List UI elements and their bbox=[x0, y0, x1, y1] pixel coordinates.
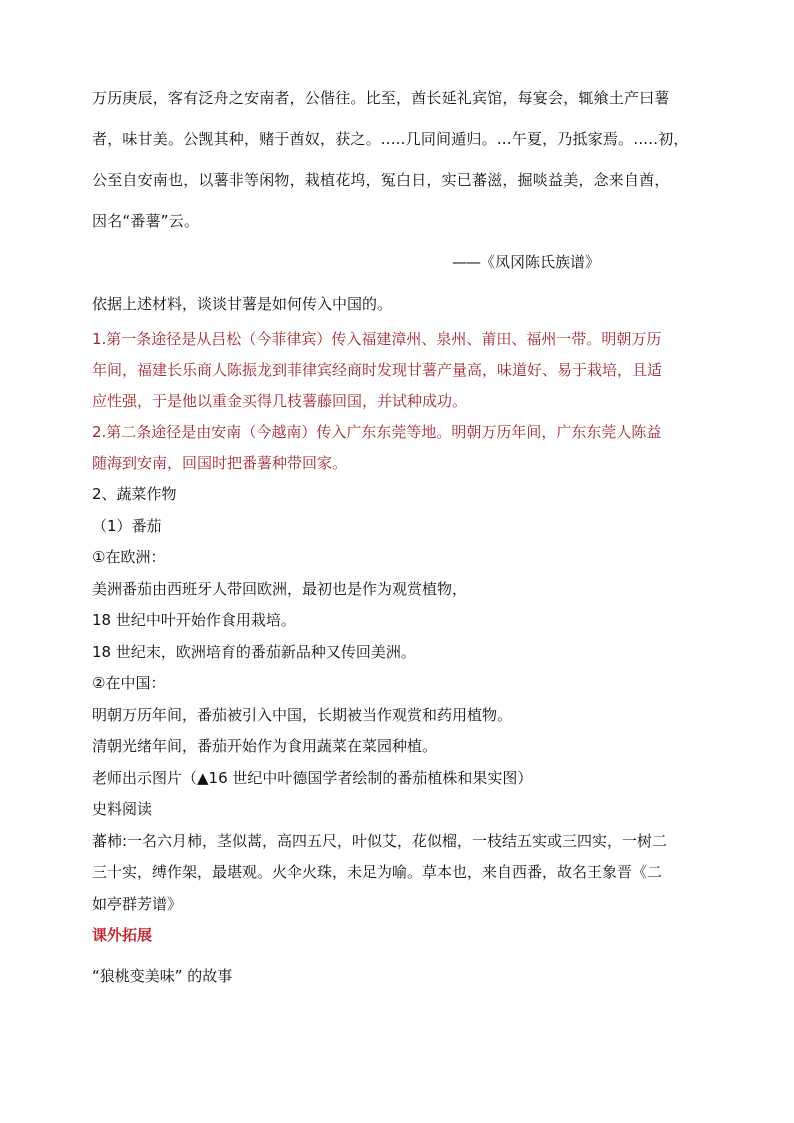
source-title: 《凤冈陈氏族谱》 bbox=[480, 253, 601, 271]
extension-heading: 课外拓展 bbox=[92, 926, 153, 944]
section-title: 2、蔬菜作物 bbox=[92, 485, 177, 503]
answer-line: 随海到安南，回国时把番薯种带回家。 bbox=[92, 454, 348, 472]
answer-line: 应性强，于是他以重金买得几枝薯藤回国，并试种成功。 bbox=[92, 392, 468, 410]
answer-line: 1.第一条途径是从吕松（今菲律宾）传入福建漳州、泉州、莆田、福州一带。明朝万历 bbox=[92, 330, 662, 348]
europe-line: 18 世纪末，欧洲培育的番茄新品种又传回美洲。 bbox=[92, 642, 416, 661]
quote-line: 者，味甘美。公觊其种，赌于酋奴，获之。.....几同间遁归。...午夏，乃抵家焉。.....初， bbox=[92, 130, 689, 148]
quote-line: 因名“番薯”云。 bbox=[92, 212, 200, 230]
china-heading: ②在中国： bbox=[92, 674, 166, 692]
answer-line: 2.第二条途径是由安南（今越南）传入广东东莞等地。明朝万历年间，广东东莞人陈益 bbox=[92, 423, 662, 441]
section-subtitle: （1）番茄 bbox=[92, 516, 162, 535]
main-content bbox=[92, 290, 712, 996]
quote-source bbox=[452, 250, 600, 274]
china-line: 明朝万历年间，番茄被引入中国，长期被当作观赏和药用植物。 bbox=[92, 705, 513, 724]
reading-line: 三十实，缚作架，最堪观。火伞火珠，未足为喻。草本也，来自西番，故名王象晋《二 bbox=[92, 863, 663, 881]
source-dash: —— bbox=[452, 253, 480, 271]
europe-line: 18 世纪中叶开始作食用栽培。 bbox=[92, 611, 296, 629]
europe-heading: ①在欧洲： bbox=[92, 548, 166, 566]
reading-line: 如亭群芳谱》 bbox=[92, 894, 183, 913]
answer-line: 年间，福建长乐商人陈振龙到菲律宾经商时发现甘薯产量高，味道好、易于栽培，且适 bbox=[92, 361, 663, 379]
extension-story: “狼桃变美味” 的故事 bbox=[92, 966, 233, 985]
china-line: 清朝光绪年间，番茄开始作为食用蔬菜在菜园种植。 bbox=[92, 737, 438, 755]
quote-line: 公至自安南也，以薯非等闲物，栽植花坞，冤白日，实已蕃滋，掘啖益美，念来自酋， bbox=[92, 171, 670, 189]
historical-quote bbox=[92, 78, 712, 242]
teacher-note: 老师出示图片（▲16 世纪中叶德国学者绘制的番茄植株和果实图） bbox=[92, 768, 533, 787]
europe-line: 美洲番茄由西班牙人带回欧洲，最初也是作为观赏植物， bbox=[92, 579, 468, 598]
question-text: 依据上述材料，谈谈甘薯是如何传入中国的。 bbox=[92, 295, 393, 313]
quote-line: 万历庚辰，客有泛舟之安南者，公偕往。比至，酋长延礼宾馆，每宴会，辄飨土产曰薯 bbox=[92, 89, 670, 107]
reading-title: 史料阅读 bbox=[92, 800, 153, 818]
reading-line: 蕃柿:一名六月柿，茎似蒿，高四五尺，叶似艾，花似榴，一枝结五实或三四实，一树二 bbox=[92, 831, 668, 850]
